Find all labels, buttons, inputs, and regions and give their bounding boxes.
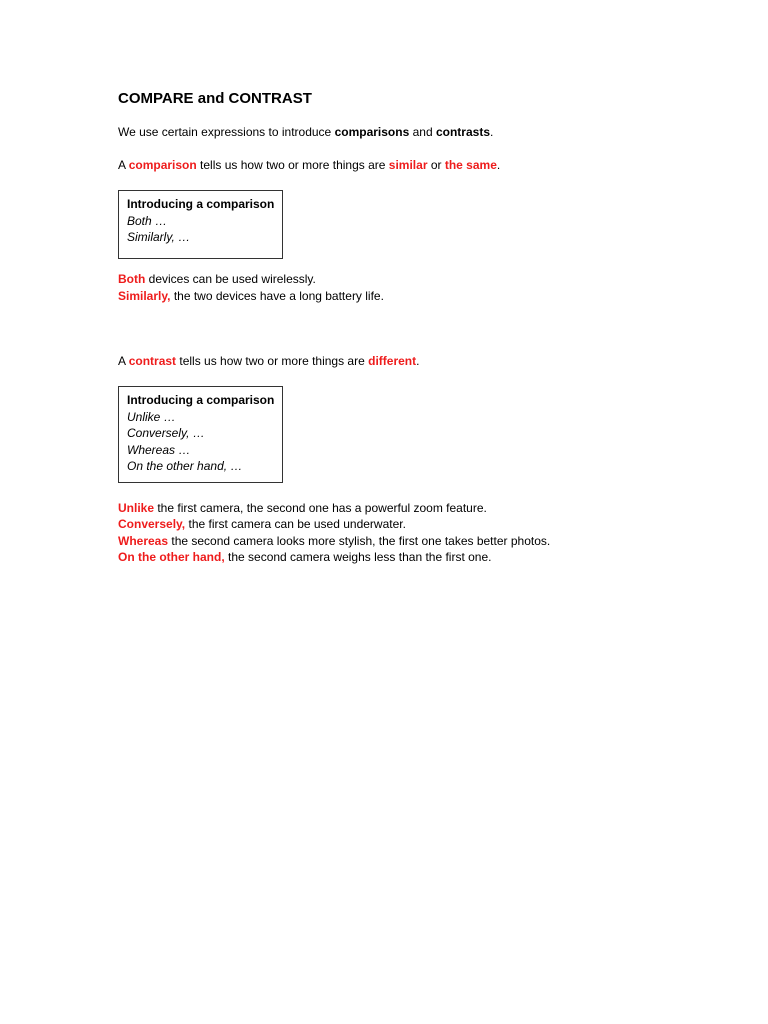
comparison-expressions-box [118,190,283,259]
contrast-box-item: On the other hand, … [127,459,243,473]
contrast-box-item: Whereas … [127,442,191,457]
example-keyword: Whereas [118,534,169,548]
contrast-definition [118,353,419,369]
comparison-def-a: A [118,158,129,172]
example-text: devices can be used wirelessly. [145,272,316,286]
comparison-box-item: Both … [127,213,168,228]
example-text: the second camera weighs less than the first one. [224,550,492,564]
example-keyword: Conversely, [118,517,186,531]
comparison-example [118,271,316,287]
intro-comparisons-term: comparisons [334,125,410,139]
example-text: the first camera, the second one has a powerful zoom feature. [154,501,487,515]
example-text: the two devices have a long battery life. [170,289,384,303]
contrast-box-item: Conversely, … [127,426,205,440]
example-text: the second camera looks more stylish, the first one takes better photos. [168,534,551,548]
the-same-term: the same [444,158,497,172]
intro-paragraph [118,124,493,140]
contrast-example [118,533,550,549]
comparison-definition [118,157,500,173]
similar-term: similar [388,158,428,172]
contrast-term: contrast [128,354,177,368]
intro-contrasts-term: contrasts [435,125,490,139]
contrast-expressions-box [118,386,283,483]
example-keyword: Both [118,272,146,286]
page-title: COMPARE and CONTRAST [118,90,312,107]
comparison-def-or: or [427,158,445,172]
intro-and: and [409,125,436,139]
contrast-box-item: Unlike … [127,409,176,424]
comparison-box-item: Similarly, … [127,230,191,244]
example-text: the first camera can be used underwater. [185,517,406,531]
contrast-def-mid: tells us how two or more things are [176,354,369,368]
comparison-def-mid: tells us how two or more things are [196,158,389,172]
example-keyword: Unlike [118,501,155,515]
contrast-def-end: . [416,354,420,368]
different-term: different [368,354,417,368]
contrast-example [118,516,406,532]
example-keyword: On the other hand, [118,550,225,564]
intro-end: . [490,125,494,139]
comparison-def-end: . [496,158,501,172]
example-keyword: Similarly, [118,289,171,303]
contrast-example [118,549,491,565]
comparison-example [118,288,384,304]
comparison-term: comparison [128,158,197,172]
contrast-def-a: A [118,354,129,368]
comparison-box-title: Introducing a comparison [127,197,275,211]
contrast-example [118,500,487,516]
contrast-box-title: Introducing a comparison [127,393,275,407]
intro-text: We use certain expressions to introduce [118,125,335,139]
